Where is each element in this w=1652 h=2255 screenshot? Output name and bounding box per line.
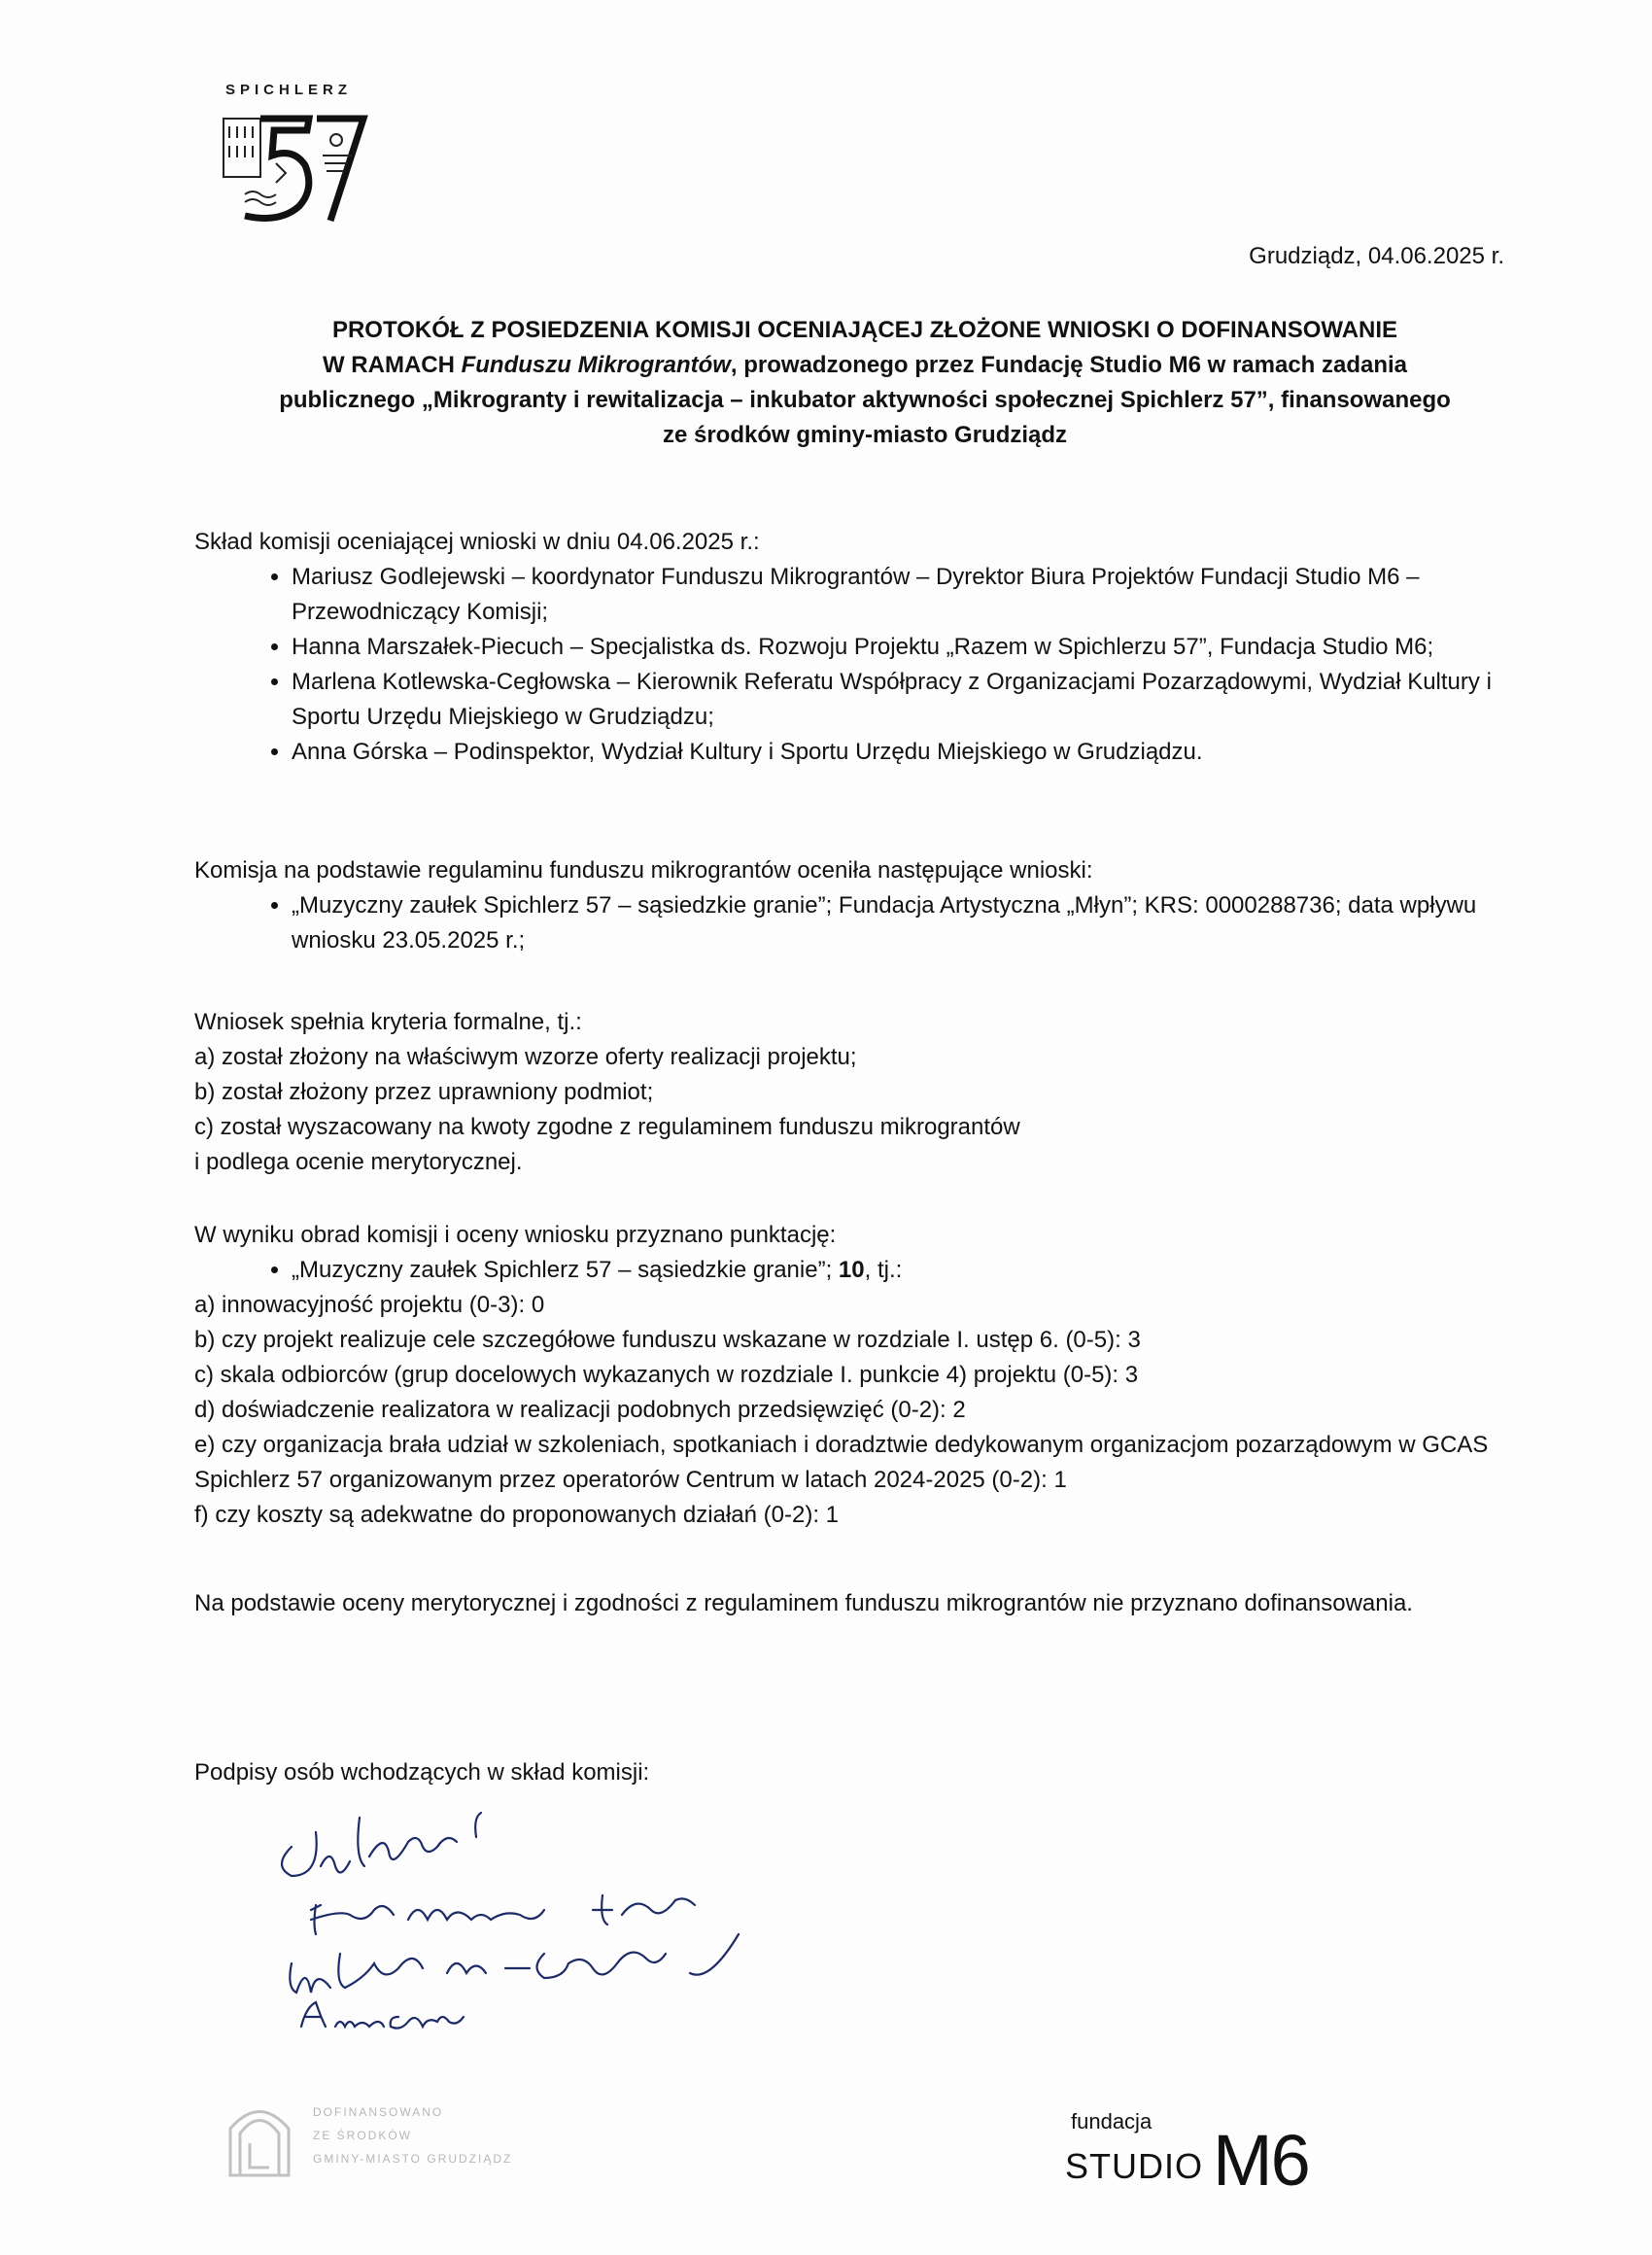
title-fund-name: Funduszu Mikrograntów bbox=[461, 352, 731, 378]
formal-criterion-c: c) został wyszacowany na kwoty zgodne z regulaminem funduszu mikrograntów bbox=[194, 1114, 1020, 1140]
scoring-item-score: 10 bbox=[838, 1257, 865, 1283]
title-line-1: PROTOKÓŁ Z POSIEDZENIA KOMISJI OCENIAJĄCEJ ZŁOŻONE WNIOSKI O DOFINANSOWANIE bbox=[331, 317, 1398, 343]
conclusion-text: Na podstawie oceny merytorycznej i zgodności z regulaminem funduszu mikrograntów nie przyznano dofinansowania. bbox=[194, 1590, 1413, 1616]
committee-section bbox=[194, 525, 1535, 770]
title-line-2-start: W RAMACH bbox=[322, 352, 462, 378]
signature-godlejewski bbox=[282, 1813, 481, 1876]
scoring-criterion: a) innowacyjność projektu (0-3): 0 bbox=[194, 1292, 545, 1318]
logo-graphic bbox=[216, 80, 371, 226]
title-line-4: ze środków gminy-miasto Grudziądz bbox=[662, 422, 1068, 448]
document-date: Grudziądz, 04.06.2025 r. bbox=[1249, 243, 1504, 269]
scoring-item-suffix: , tj.: bbox=[864, 1257, 903, 1283]
signature-marszalek-piecuch bbox=[311, 1895, 695, 1934]
signatures-label: Podpisy osób wchodzących w skład komisji: bbox=[194, 1759, 650, 1786]
scoring-list bbox=[194, 1253, 1535, 1288]
committee-member: • Hanna Marszałek-Piecuch – Specjalistka ds. Rozwoju Projektu „Razem w Spichlerzu 57”, Fundacja Studio M6; bbox=[292, 630, 1535, 665]
signature-gorska bbox=[301, 2002, 464, 2029]
committee-member: • Mariusz Godlejewski – koordynator Funduszu Mikrograntów – Dyrektor Biura Projektów Fundacji Studio M6 – Przewodniczący Komisji; bbox=[292, 560, 1535, 630]
formal-criterion-b: b) został złożony przez uprawniony podmiot; bbox=[194, 1079, 654, 1105]
title-line-2-end: , prowadzonego przez Fundację Studio M6 w ramach zadania bbox=[730, 352, 1408, 378]
funding-logo bbox=[225, 2099, 575, 2177]
formal-criterion-c-cont: i podlega ocenie merytorycznej. bbox=[194, 1149, 523, 1175]
applications-list bbox=[194, 888, 1535, 958]
title-line-3: publicznego „Mikrogranty i rewitalizacja – inkubator aktywności społecznej Spichlerz 57”, finansowanego bbox=[279, 387, 1451, 413]
committee-member: • Anna Górska – Podinspektor, Wydział Kultury i Sportu Urzędu Miejskiego w Grudziądzu. bbox=[292, 735, 1535, 770]
scoring-criterion: f) czy koszty są adekwatne do proponowanych działań (0-2): 1 bbox=[194, 1502, 840, 1528]
funding-line-1: DOFINANSOWANO bbox=[313, 2105, 444, 2119]
committee-intro: Skład komisji oceniającej wnioski w dniu 04.06.2025 r.: bbox=[194, 529, 760, 555]
scoring-criterion: c) skala odbiorców (grup docelowych wykazanych w rozdziale I. punkcie 4) projektu (0-5): 3 bbox=[194, 1362, 1139, 1388]
scoring-intro: W wyniku obrad komisji i oceny wniosku przyznano punktację: bbox=[194, 1222, 837, 1248]
committee-list bbox=[194, 560, 1535, 770]
applications-section bbox=[194, 853, 1535, 958]
scoring-criterion: d) doświadczenie realizatora w realizacji podobnych przedsięwzięć (0-2): 2 bbox=[194, 1397, 966, 1423]
document-title bbox=[194, 313, 1535, 453]
scoring-section bbox=[194, 1218, 1535, 1533]
spichlerz-57-logo bbox=[216, 80, 371, 226]
committee-member: • Marlena Kotlewska-Cegłowska – Kierownik Referatu Współpracy z Organizacjami Pozarządowymi, Wydział Kultury i Sportu Urzędu Miejskiego w Grudziądzu; bbox=[292, 665, 1535, 735]
handwritten-signatures bbox=[253, 1808, 836, 2051]
formal-intro: Wniosek spełnia kryteria formalne, tj.: bbox=[194, 1009, 582, 1035]
formal-criterion-a: a) został złożony na właściwym wzorze oferty realizacji projektu; bbox=[194, 1044, 857, 1070]
scoring-item bbox=[292, 1253, 1535, 1288]
signature-kotlewska-ceglowska bbox=[290, 1934, 739, 1993]
title-line-2 bbox=[194, 348, 1535, 383]
studio-m6-logo bbox=[1065, 2109, 1357, 2206]
logo-m6-text: M6 bbox=[1213, 2120, 1309, 2201]
application-item: • „Muzyczny zaułek Spichlerz 57 – sąsiedzkie granie”; Fundacja Artystyczna „Młyn”; KRS: 0000288736; data wpływu wniosku 23.05.2025 r.; bbox=[292, 888, 1535, 958]
formal-criteria-section bbox=[194, 1005, 1535, 1180]
scoring-criterion: b) czy projekt realizuje cele szczegółowe funduszu wskazane w rozdziale I. ustęp 6. (0-5): 3 bbox=[194, 1327, 1141, 1353]
scoring-criterion: e) czy organizacja brała udział w szkoleniach, spotkaniach i doradztwie dedykowanym organizacjom pozarządowym w GCAS Spichlerz 57 organizowanym przez operatorów Centrum w latach 2024-2025 (0-2): 1 bbox=[194, 1432, 1489, 1493]
logo-studio-text: STUDIO bbox=[1065, 2146, 1204, 2186]
logo-fundacja-text: fundacja bbox=[1071, 2109, 1153, 2134]
city-emblem-icon bbox=[225, 2099, 293, 2177]
funding-line-2: ZE ŚRODKÓW bbox=[313, 2129, 413, 2142]
logo-brand-text: SPICHLERZ bbox=[225, 82, 353, 98]
scoring-item-name: „Muzyczny zaułek Spichlerz 57 – sąsiedzkie granie”; bbox=[292, 1257, 839, 1283]
funding-line-3: GMINY-MIASTO GRUDZIĄDZ bbox=[313, 2152, 513, 2166]
applications-intro: Komisja na podstawie regulaminu funduszu mikrograntów oceniła następujące wnioski: bbox=[194, 857, 1093, 884]
